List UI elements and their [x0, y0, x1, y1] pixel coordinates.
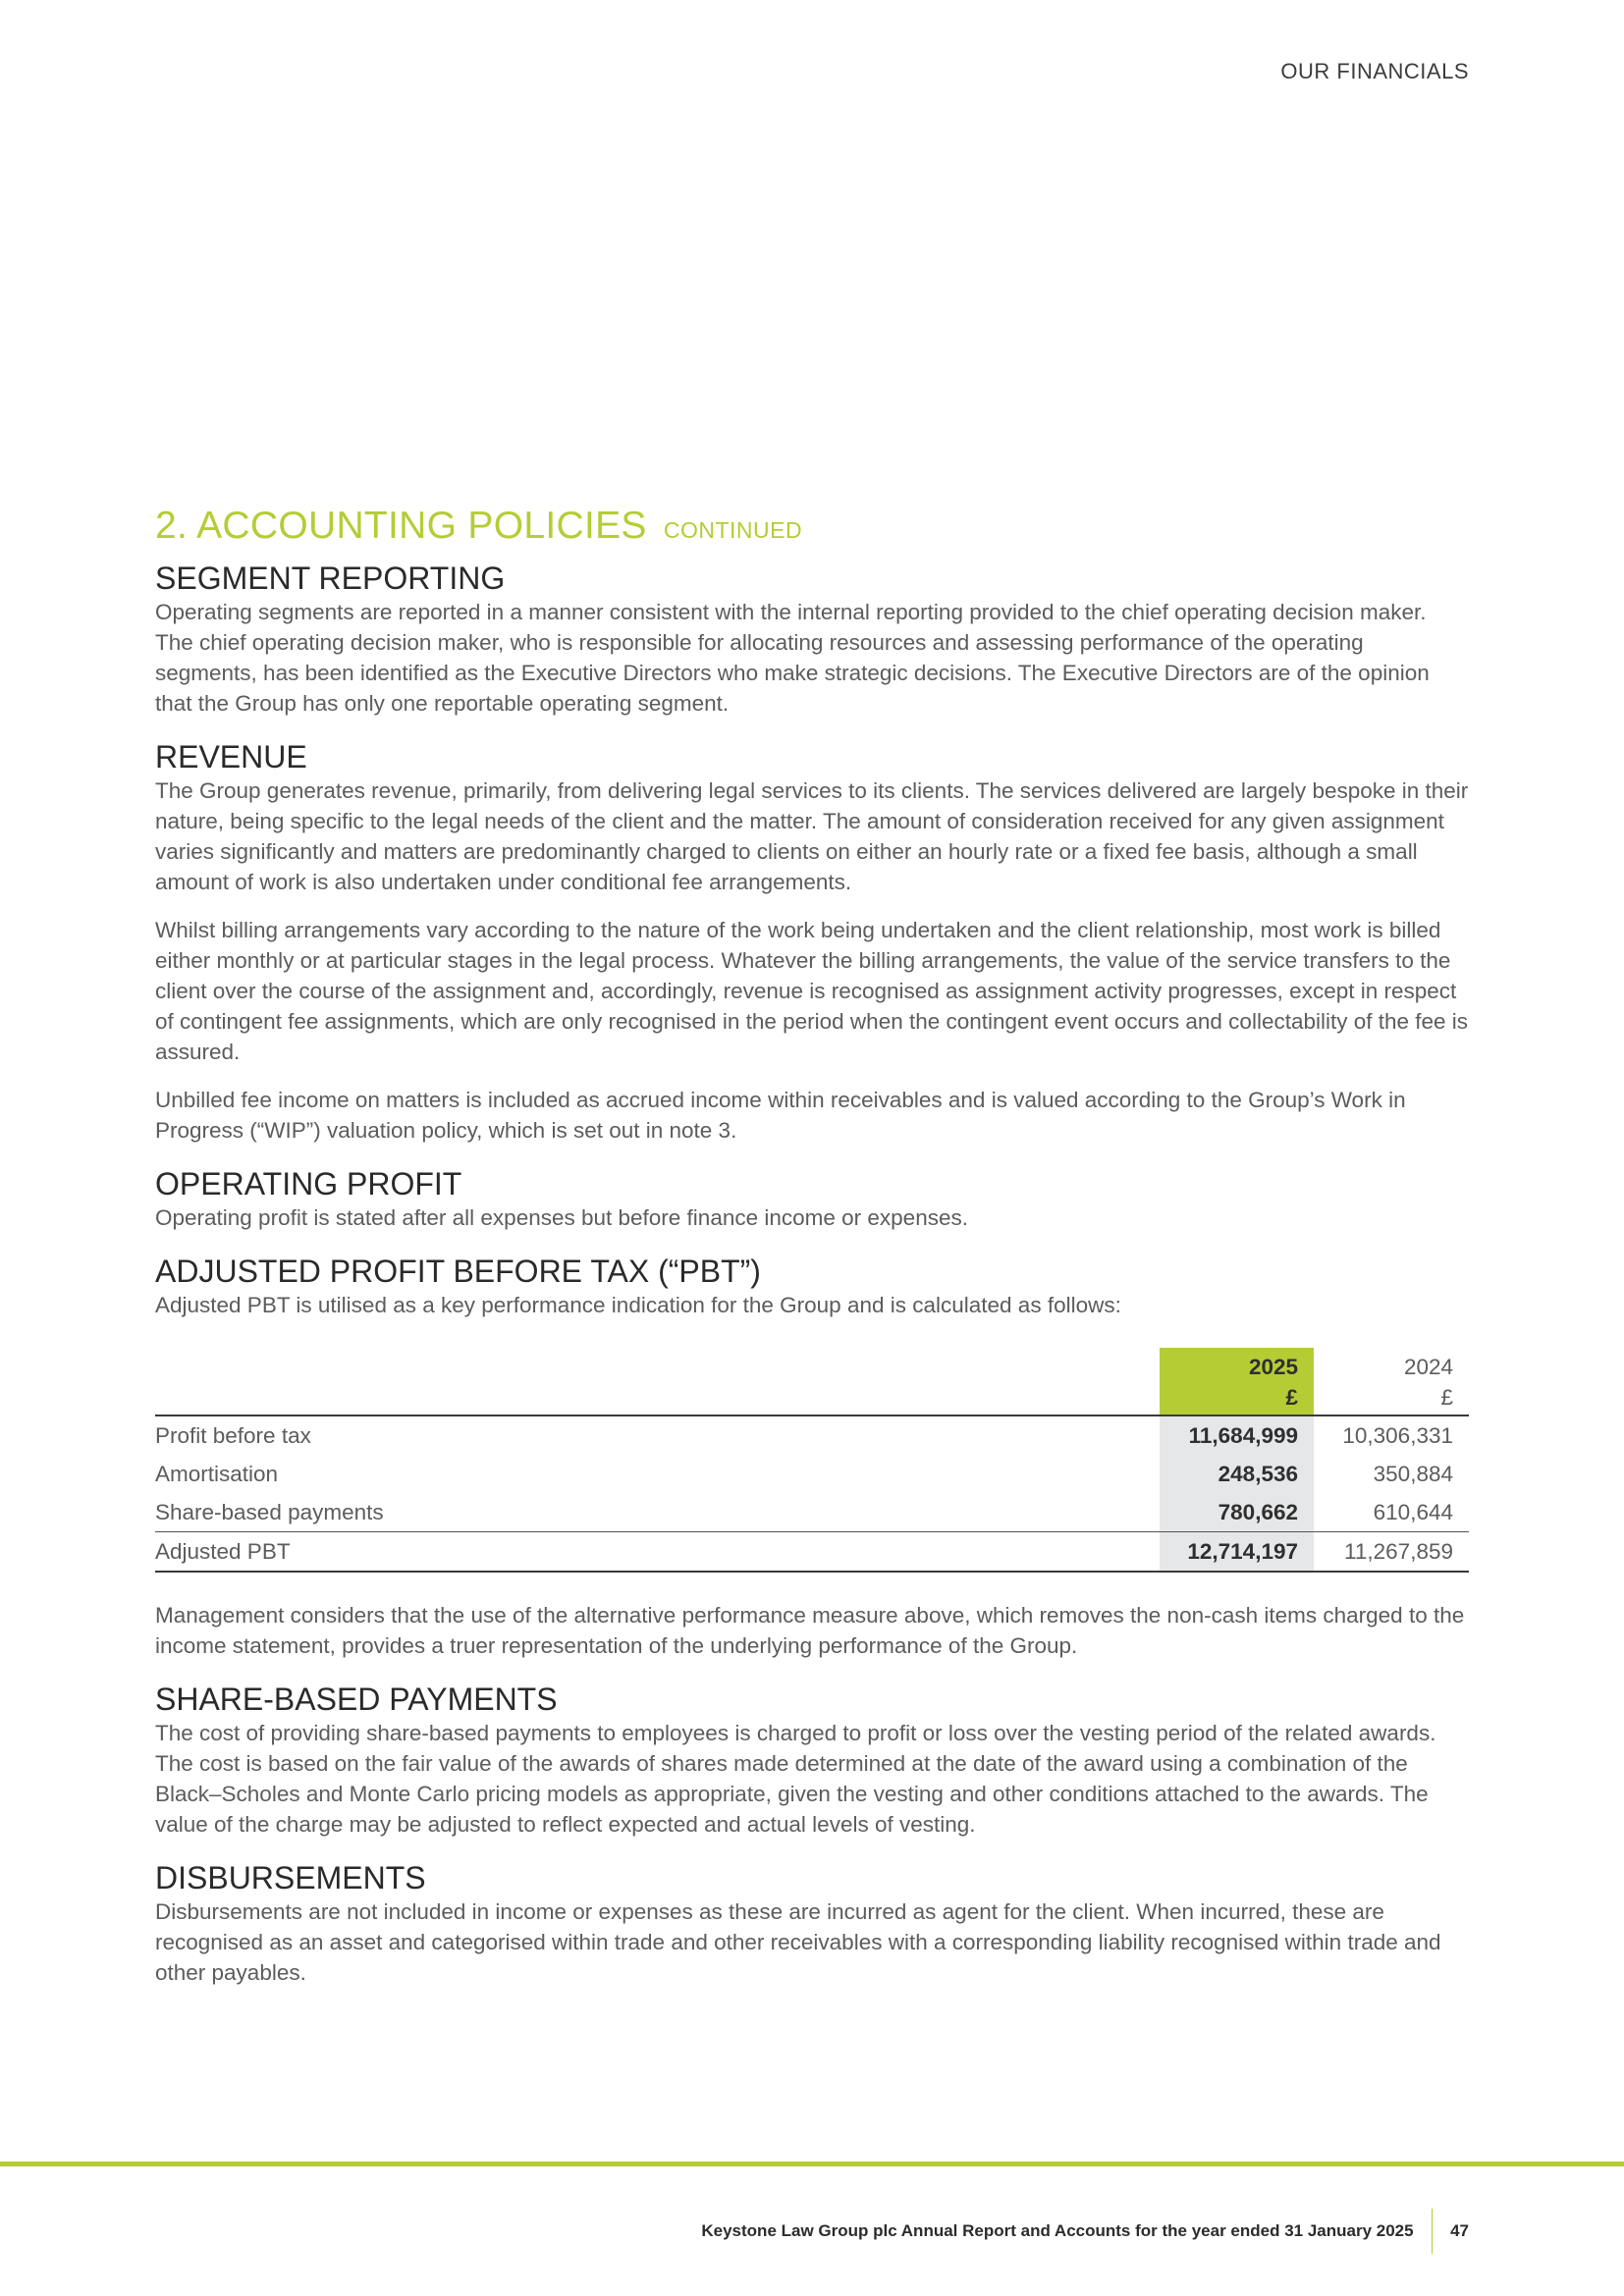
paragraph: Operating segments are reported in a manner consistent with the internal reporting provided to the chief operating decision maker. The chief operating decision maker, who is responsible for allocating resources and assessing performance of the operating segments, has been identified as the Executive Directors who make strategic decisions. The Executive Directors are of the opinion that the Group has only one reportable operating segment.: [155, 600, 1430, 716]
row-value-current: 248,536: [1160, 1455, 1314, 1493]
footer-divider: [1432, 2209, 1434, 2254]
table-row: [155, 1455, 1469, 1493]
table-header-row: [155, 1348, 1469, 1415]
paragraph: Whilst billing arrangements vary according to the nature of the work being undertaken and the client relationship, most work is billed either monthly or at particular stages in the legal process. Whatever the billing arrangements, the value of the service transfers to the client over the course of the assignment and, accordingly, revenue is recognised as assignment activity progresses, except in respect of contingent fee assignments, which are only recognised in the period when the contingent event occurs and collectability of the fee is assured.: [155, 918, 1469, 1064]
paragraph: Management considers that the use of the alternative performance measure above, which removes the non-cash items charged to the income statement, provides a truer representation of the underlying performance of the Group.: [155, 1603, 1465, 1658]
paragraph: The cost of providing share-based payments to employees is charged to profit or loss over the vesting period of the related awards. The cost is based on the fair value of the awards of shares made determined at the date of the award using a combination of the Black–Scholes and Monte Carlo pricing models as appropriate, given the vesting and other conditions attached to the awards. The value of the charge may be adjusted to reflect expected and actual levels of vesting.: [155, 1721, 1436, 1837]
section-disbursements: [155, 1859, 1469, 1988]
heading-adjusted-pbt: ADJUSTED PROFIT BEFORE TAX (“PBT”): [155, 1254, 761, 1289]
page-content: [155, 503, 1469, 1988]
paragraph: Operating profit is stated after all expenses but before finance income or expenses.: [155, 1205, 968, 1230]
heading-operating-profit: OPERATING PROFIT: [155, 1166, 462, 1201]
row-value-prior: 10,306,331: [1342, 1423, 1453, 1448]
footer-rule: [0, 2162, 1624, 2166]
row-label: Profit before tax: [155, 1423, 311, 1448]
heading-segment-reporting: SEGMENT REPORTING: [155, 561, 506, 596]
page-title-continued: CONTINUED: [663, 517, 803, 543]
table-header-prior: [1314, 1348, 1469, 1415]
row-label: Amortisation: [155, 1462, 279, 1486]
table-row: [155, 1493, 1469, 1532]
footer: [701, 2209, 1469, 2254]
page-title: [155, 503, 1469, 554]
header-section-label: OUR FINANCIALS: [1280, 59, 1469, 83]
page-title-main: 2. ACCOUNTING POLICIES: [155, 505, 647, 547]
total-value-prior: 11,267,859: [1344, 1539, 1453, 1564]
table-header-current: [1160, 1348, 1314, 1415]
row-value-prior: 350,884: [1373, 1462, 1453, 1486]
heading-revenue: REVENUE: [155, 739, 307, 774]
section-revenue: [155, 738, 1469, 1146]
table-total-row: [155, 1532, 1469, 1573]
paragraph: The Group generates revenue, primarily, from delivering legal services to its clients. The services delivered are largely bespoke in their nature, being specific to the legal needs of the client and the matter. The amount of consideration received for any given assignment varies significantly and matters are predominantly charged to clients on either an hourly rate or a fixed fee basis, although a small amount of work is also undertaken under conditional fee arrangements.: [155, 778, 1469, 894]
header-unit-current: £: [1285, 1385, 1298, 1410]
paragraph: Adjusted PBT is utilised as a key performance indication for the Group and is calculated as follows:: [155, 1293, 1121, 1317]
header-unit-prior: £: [1440, 1385, 1453, 1410]
table-header-label: [155, 1348, 1160, 1415]
heading-disbursements: DISBURSEMENTS: [155, 1860, 426, 1896]
header-year-prior: 2024: [1403, 1355, 1453, 1379]
row-value-prior: 610,644: [1373, 1500, 1453, 1524]
section-adjusted-pbt: [155, 1253, 1469, 1661]
table-row: [155, 1415, 1469, 1455]
row-label: Share-based payments: [155, 1500, 384, 1524]
section-segment-reporting: [155, 560, 1469, 719]
paragraph: Unbilled fee income on matters is included as accrued income within receivables and is valued according to the Group’s Work in Progress (“WIP”) valuation policy, which is set out in note 3.: [155, 1088, 1406, 1143]
row-value-current: 780,662: [1160, 1493, 1314, 1532]
page-number: 47: [1450, 2221, 1469, 2240]
heading-share-based-payments: SHARE-BASED PAYMENTS: [155, 1682, 558, 1717]
section-operating-profit: [155, 1165, 1469, 1233]
footer-report-title: Keystone Law Group plc Annual Report and Accounts for the year ended 31 January 2025: [701, 2221, 1414, 2240]
adjusted-pbt-table: [155, 1348, 1469, 1573]
paragraph: Disbursements are not included in income or expenses as these are incurred as agent for the client. When incurred, these are recognised as an asset and categorised within trade and other receivables with a corresponding liability recognised within trade and other payables.: [155, 1899, 1441, 1985]
section-share-based-payments: [155, 1681, 1469, 1840]
total-label: Adjusted PBT: [155, 1539, 291, 1564]
total-value-current: 12,714,197: [1160, 1532, 1314, 1573]
row-value-current: 11,684,999: [1160, 1415, 1314, 1455]
header-year-current: 2025: [1248, 1355, 1298, 1379]
